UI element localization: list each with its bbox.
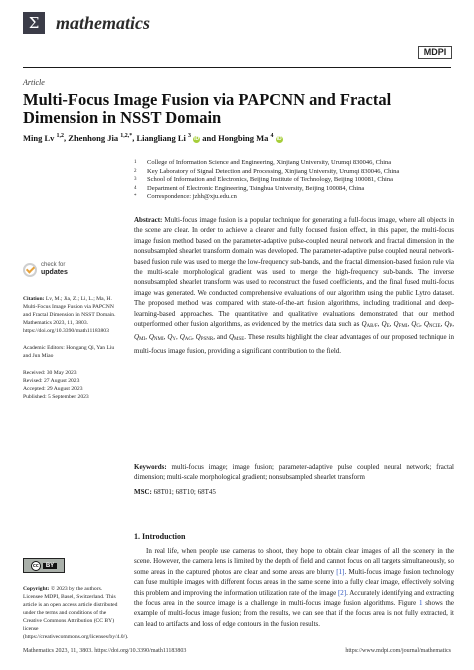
abstract-metrics: $Q_{AB/F}$, $Q_E$, $Q_{FMI}$, $Q_G$, $Q_{NCIE}$, $Q_P$, $Q_{MI}$, $Q_{NMI}$, $Q_Y$, $Q_{AG}$, $Q_{PSNR}$, and $Q_{MSE}$ [134, 320, 454, 343]
author-affiliation-mark: 1,2 [56, 133, 65, 140]
check-updates-icon [23, 263, 37, 277]
citation-link[interactable]: [1] [336, 567, 345, 576]
publication-date: Received: 30 May 2023 [23, 370, 77, 376]
publication-date: Revised: 27 August 2023 [23, 378, 80, 384]
abstract-text: Multi-focus image fusion is a popular technique for generating a full-focus image, where all objects in the scene are clear. In order to achieve a clearer and fully focused fusion effect, in this paper, the multi-focus image fusion method based on the parameter-adaptive pulse-coupled neural network and fractal dimension in the nonsubsampled shearlet transform domain was developed. The parameter-adaptive pulse coupled neural network-based fusion rule was used to merge the low-frequency sub-bands, and the fractal dimension-based fusion rule via the multi-scale morphological gradient was used to merge the high-frequency sub-bands. The inverse nonsubsampled shearlet transform was used to reconstruct the fused coefficients, and the final fused multi-focus image was generated. We conducted comprehensive evaluations of our algorithm using the public Lytro dataset. The proposed method was compared with state-of-the-art fusion algorithms, including traditional and deep-learning-based approaches. The quantitative and qualitative evaluations demonstrated that our method outperformed other fusion algorithms, as evidenced by the metrics data such as [134, 216, 455, 329]
author-list [23, 133, 283, 143]
affiliation-number: 3 [134, 177, 137, 182]
affiliation-number: 1 [134, 160, 137, 165]
intro-paragraph [134, 546, 454, 629]
intro-text: In real life, when people use cameras to shoot, they hope to obtain clear images of all the scenery in the scene. However, the camera lens is limited by the depth of field and cannot focus on all targets simultaneously, so some areas in the captured photos are clear and some areas are blurry [134, 547, 454, 576]
abstract [134, 215, 454, 356]
affiliation-text: Department of Electronic Engineering, Tsinghua University, Beijing 100084, China [147, 184, 365, 192]
abstract-tail: . These results highlight the clear advantages of our proposed technique in multi-focus image fusion, providing a significant contribution to the field. [134, 333, 455, 355]
citation-link[interactable]: [2] [337, 588, 347, 597]
copyright-text: © 2023 by the authors. Licensee MDPI, Basel, Switzerland. This article is an open access article distributed under the terms and conditions of the Creative Commons Attribution (CC BY) license (https://creativecommons.org/licenses/by/4.0/). [23, 586, 129, 640]
affiliation-item [134, 185, 454, 194]
affiliation-item [134, 176, 454, 185]
orcid-icon[interactable]: iD [276, 136, 282, 142]
author-name: Liangliang Li [136, 133, 186, 143]
author-separator: , [64, 133, 69, 143]
citation-label: Citation: [23, 296, 45, 302]
msc-text: 68T01; 68T10; 68T45 [153, 488, 216, 496]
affiliation-text[interactable]: Correspondence: jzhh@xju.edu.cn [147, 193, 237, 200]
author-name: Zhenhong Jia [68, 133, 119, 143]
page-footer [23, 648, 451, 654]
check-label-bottom: updates [41, 269, 68, 276]
affiliation-number: 4 [134, 185, 137, 191]
editors-label: Academic Editors: [23, 345, 65, 351]
abstract-label: Abstract: [134, 216, 163, 224]
author-affiliation-mark: 4 [270, 133, 274, 140]
author-affiliation-mark: 3 [188, 133, 191, 140]
affiliations [134, 159, 454, 202]
check-for-updates-button[interactable] [23, 261, 83, 283]
author-affiliation-mark: 1,2,* [120, 133, 133, 140]
journal-logo: Σ [23, 12, 45, 34]
cc-icon: cc [31, 561, 41, 571]
keywords-text: multi-focus image; image fusion; parameter-adaptive pulse coupled neural network; fractal dimension; multi-scale morphological gradient; nonsubsampled shearlet transform [134, 463, 454, 482]
journal-name: mathematics [56, 13, 150, 33]
affiliation-text: College of Information Science and Engineering, Xinjiang University, Urumqi 830046, China [147, 159, 392, 166]
keywords [134, 462, 454, 483]
intro-text: . Multi-focus image fusion technology can fuse multiple images with different focus areas in the same scene into a fully clear image, effectively solving this problem and improving the information utilization rate of the image [134, 567, 454, 597]
orcid-icon[interactable]: iD [194, 136, 200, 142]
author-name: Hongbing Ma [218, 133, 269, 143]
editors-block [23, 344, 123, 360]
affiliation-number: 2 [134, 168, 137, 174]
editors-text: Hongang Qi, Yan Liu and Jun Miao [23, 345, 115, 359]
publication-date: Published: 5 September 2023 [23, 394, 89, 400]
author-separator: , [132, 133, 137, 143]
author-name: Ming Lv [23, 133, 55, 143]
cc-license-badge[interactable] [23, 558, 65, 573]
keywords-label: Keywords: [134, 463, 167, 471]
affiliation-item [134, 159, 454, 168]
affiliation-item [134, 168, 454, 177]
citation-link[interactable]: 1 [419, 599, 423, 608]
affiliation-text: School of Information and Electronics, Beijing Institute of Technology, Beijing 100081, China [147, 176, 393, 183]
msc-codes [134, 488, 454, 496]
publication-date: Accepted: 29 August 2023 [23, 386, 83, 392]
paper-title: Multi-Focus Image Fusion via PAPCNN and Fractal Dimension in NSST Domain [23, 90, 392, 127]
citation-text: Lv, M.; Jia, Z.; Li, L.; Ma, H. Multi-Focus Image Fusion via PAPCNN and Fractal Dimension in NSST Domain. Mathematics 2023, 11, 3803. https://doi.org/10.3390/math11183803 [23, 296, 116, 334]
affiliation-text: Key Laboratory of Signal Detection and Processing, Xinjiang University, Urumqi 830046, China [147, 167, 400, 175]
msc-label: MSC: [134, 488, 152, 496]
dates-block [23, 369, 123, 401]
publisher-logo: MDPI [418, 46, 452, 59]
copyright-label: Copyright: [23, 586, 50, 592]
footer-journal-url[interactable]: https://www.mdpi.com/journal/mathematics [345, 648, 451, 654]
intro-text: . Accurately identifying and extracting the focus area in the source image is a challenge in multi-focus image fusion algorithms. Figure [134, 588, 454, 608]
intro-text: shows the example of multi-focus image fusion; from the results, we can see that if the focus area is not fully extracted, it can lead to artifacts and loss of edge contours in the fusion results. [134, 599, 454, 628]
cc-by-label: BY [43, 563, 57, 569]
footer-citation[interactable]: Mathematics 2023, 11, 3803. https://doi.org/10.3390/math11183803 [23, 648, 187, 654]
citation-block [23, 295, 123, 335]
affiliation-number: * [134, 194, 137, 199]
article-type: Article [23, 78, 45, 87]
affiliation-item [134, 193, 454, 202]
copyright-block [23, 585, 129, 641]
author-separator: and [200, 133, 219, 143]
check-updates-label [41, 261, 68, 277]
header-divider [23, 67, 451, 68]
check-label-top: check for [41, 262, 66, 268]
section-heading: 1. Introduction [134, 532, 186, 541]
